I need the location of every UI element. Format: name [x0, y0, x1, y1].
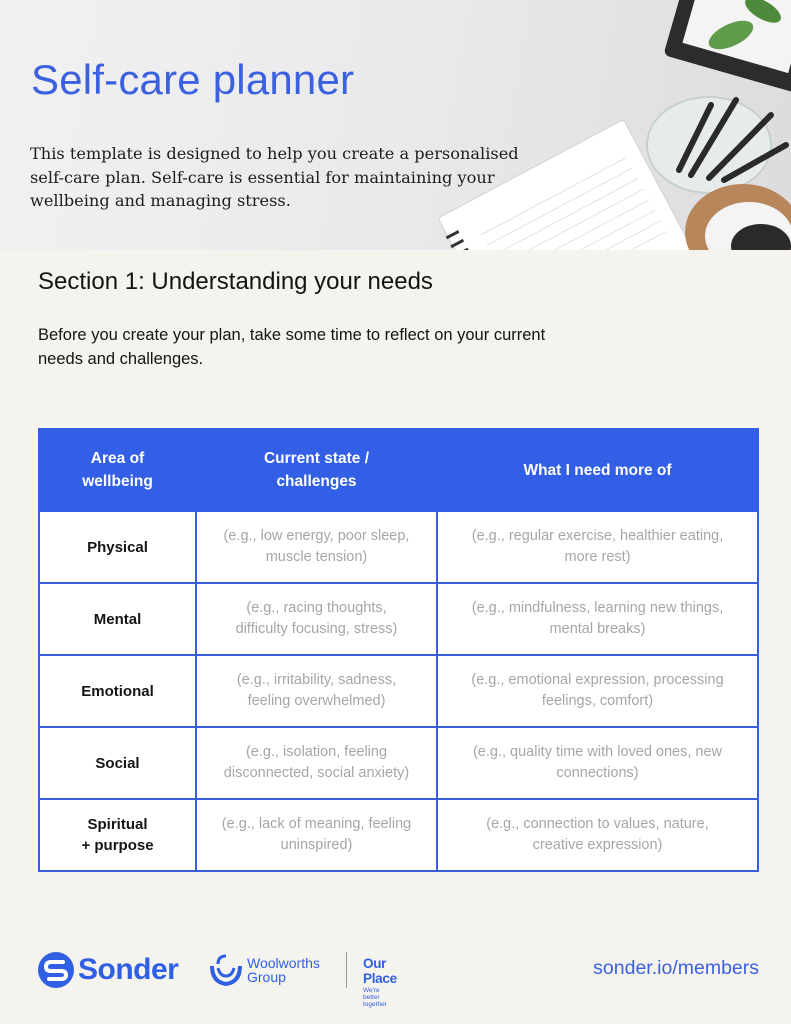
placeholder-line: more rest) — [564, 549, 631, 565]
hero-header — [0, 0, 791, 250]
placeholder-line: mental breaks) — [549, 621, 646, 637]
header-line: Area of — [90, 450, 145, 467]
table-header-row — [39, 429, 758, 511]
current-state-cell[interactable] — [196, 655, 437, 727]
placeholder-line: disconnected, social anxiety) — [223, 765, 410, 781]
intro-paragraph — [30, 142, 530, 213]
current-state-cell[interactable] — [196, 799, 437, 871]
area-label: Physical — [87, 538, 148, 556]
section-title: Section 1: Understanding your needs — [38, 268, 433, 295]
header-area — [39, 429, 196, 511]
header-what-i-need — [437, 429, 758, 511]
area-cell — [39, 655, 196, 727]
table-row — [39, 799, 758, 871]
our-place-wordmark: Our Place — [363, 956, 397, 986]
area-label: Emotional — [81, 682, 154, 700]
header-line: What I need more of — [523, 461, 672, 479]
table-row — [39, 727, 758, 799]
area-label: Spiritual — [87, 816, 148, 833]
placeholder-line: uninspired) — [280, 837, 353, 853]
area-cell — [39, 511, 196, 583]
woolworths-logo-icon — [208, 952, 244, 988]
sonder-wordmark: Sonder — [78, 953, 179, 986]
page-title: Self-care planner — [31, 56, 355, 103]
intro-line: This template is designed to help you create a personalised — [30, 144, 519, 163]
description-line: needs and challenges. — [38, 349, 204, 368]
table-row — [39, 511, 758, 583]
placeholder-line: (e.g., mindfulness, learning new things, — [471, 600, 724, 616]
need-more-cell[interactable] — [437, 799, 758, 871]
placeholder-line: (e.g., emotional expression, processing — [471, 672, 724, 688]
placeholder-line: (e.g., racing thoughts, — [246, 600, 387, 616]
table-row — [39, 655, 758, 727]
intro-line: wellbeing and managing stress. — [30, 191, 291, 210]
members-link[interactable]: sonder.io/members — [593, 957, 759, 979]
placeholder-line: (e.g., irritability, sadness, — [236, 672, 397, 688]
woolworths-line: Woolworths — [247, 955, 320, 971]
placeholder-line: creative expression) — [532, 837, 663, 853]
area-label: Mental — [93, 610, 142, 628]
header-line: wellbeing — [82, 473, 153, 490]
desk-stationery-decoration-icon — [391, 0, 791, 250]
table-row — [39, 583, 758, 655]
current-state-cell[interactable] — [196, 583, 437, 655]
placeholder-line: (e.g., connection to values, nature, — [486, 816, 709, 832]
need-more-cell[interactable] — [437, 583, 758, 655]
woolworths-logo — [208, 952, 320, 988]
placeholder-line: (e.g., low energy, poor sleep, — [223, 528, 410, 544]
current-state-cell[interactable] — [196, 727, 437, 799]
description-line: Before you create your plan, take some time to reflect on your current — [38, 326, 546, 344]
placeholder-line: (e.g., quality time with loved ones, new — [472, 744, 723, 760]
logo-divider — [346, 952, 347, 988]
area-cell — [39, 583, 196, 655]
wellbeing-table — [38, 428, 759, 872]
our-place-tagline: We're better together — [363, 987, 387, 1008]
header-line: Current state / — [263, 450, 370, 467]
area-label: Social — [95, 754, 140, 772]
placeholder-line: (e.g., regular exercise, healthier eating, — [471, 528, 724, 544]
section-description — [38, 324, 545, 371]
our-place-logo — [363, 956, 397, 1008]
woolworths-wordmark — [247, 956, 320, 984]
placeholder-line: muscle tension) — [265, 549, 368, 565]
placeholder-line: difficulty focusing, stress) — [235, 621, 398, 637]
placeholder-line: feeling overwhelmed) — [247, 693, 386, 709]
area-label: + purpose — [81, 837, 154, 854]
need-more-cell[interactable] — [437, 511, 758, 583]
current-state-cell[interactable] — [196, 511, 437, 583]
woolworths-line: Group — [247, 969, 286, 985]
placeholder-line: connections) — [556, 765, 639, 781]
need-more-cell[interactable] — [437, 727, 758, 799]
placeholder-line: (e.g., lack of meaning, feeling — [221, 816, 412, 832]
need-more-cell[interactable] — [437, 655, 758, 727]
header-line: challenges — [276, 473, 357, 490]
placeholder-line: feelings, comfort) — [541, 693, 654, 709]
sonder-logo — [38, 952, 178, 988]
header-current-state — [196, 429, 437, 511]
sonder-s-logo-icon — [38, 952, 74, 988]
area-cell — [39, 799, 196, 871]
area-cell — [39, 727, 196, 799]
placeholder-line: (e.g., isolation, feeling — [245, 744, 388, 760]
intro-line: self-care plan. Self-care is essential for maintaining your — [30, 167, 495, 187]
